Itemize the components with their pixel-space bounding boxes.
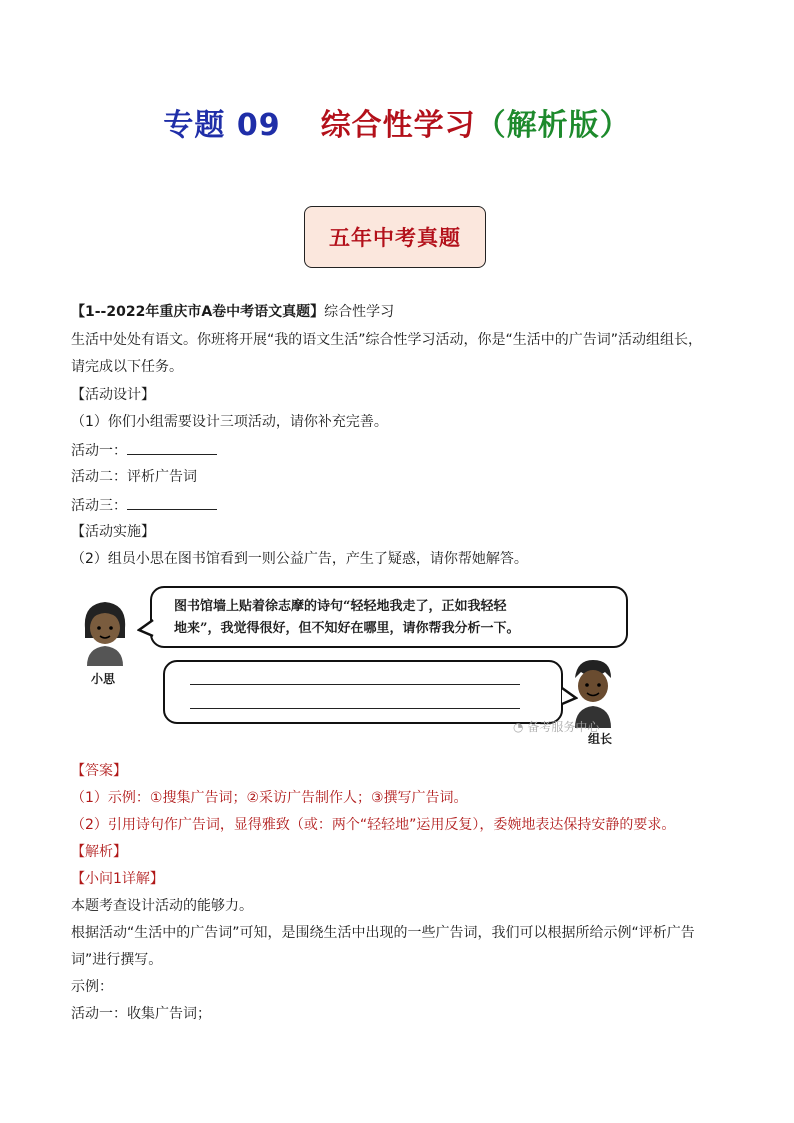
example-label: 示例： — [71, 979, 113, 995]
question-2: （2）组员小思在图书馆看到一则公益广告，产生了疑惑，请你帮她解答。 — [71, 551, 528, 567]
bubble-tail-left-icon — [137, 618, 155, 640]
answer-2: （2）引用诗句作广告词，显得雅致（或：两个“轻轻地”运用反复），委婉地表达保持安静的要求。 — [71, 817, 676, 833]
activity-1-blank — [127, 440, 217, 455]
topic-number: 专题 09 — [163, 108, 281, 143]
implement-heading: 【活动实施】 — [71, 524, 155, 540]
girl-label: 小思 — [91, 672, 116, 686]
intro-line-1: 生活中处处有语文。你班将开展“我的语文生活”综合性学习活动，你是“生活中的广告词”活动组组长， — [71, 332, 703, 348]
activity-3-blank — [127, 495, 217, 510]
answer-line-1 — [190, 684, 520, 685]
activity-2: 活动二：评析广告词 — [71, 469, 197, 485]
comic-illustration — [75, 578, 635, 748]
example-activity-1: 活动一：收集广告词； — [71, 1006, 211, 1022]
watermark-text: 备考服务中心 — [527, 720, 600, 734]
design-heading: 【活动设计】 — [71, 387, 155, 403]
leader-label: 组长 — [588, 732, 613, 746]
answer-heading: 【答案】 — [71, 763, 127, 779]
topic-title: 综合性学习 — [320, 108, 476, 143]
analysis-subheading: 【小问1详解】 — [71, 871, 164, 887]
question-source: 【1--2022年重庆市A卷中考语文真题】 — [71, 304, 325, 320]
answer-1: （1）示例：①搜集广告词；②采访广告制作人；③撰写广告词。 — [71, 790, 468, 806]
analysis-paragraph-2-line-2: 词”进行撰写。 — [71, 952, 163, 968]
wechat-icon: ◔ — [513, 720, 524, 734]
activity-3-label: 活动三： — [71, 498, 127, 514]
question-header — [71, 302, 394, 322]
analysis-paragraph-1: 本题考查设计活动的能够力。 — [71, 898, 253, 914]
activity-3 — [71, 495, 217, 516]
bubble-line-2: 地来”，我觉得很好，但不知好在哪里，请你帮我分析一下。 — [174, 621, 520, 636]
section-heading-box: 五年中考真题 — [304, 206, 486, 268]
activity-1 — [71, 440, 217, 461]
analysis-heading: 【解析】 — [71, 844, 127, 860]
activity-1-label: 活动一： — [71, 443, 127, 459]
question-speech-bubble — [150, 586, 628, 648]
answer-line-2 — [190, 708, 520, 709]
intro-line-2: 请完成以下任务。 — [71, 359, 183, 375]
answer-speech-bubble — [163, 660, 563, 724]
bubble-line-1: 图书馆墙上贴着徐志摩的诗句“轻轻地我走了，正如我轻轻 — [174, 599, 507, 614]
page-title — [0, 100, 794, 144]
analysis-paragraph-2-line-1: 根据活动“生活中的广告词”可知，是围绕生活中出现的一些广告词，我们可以根据所给示例“评析广告 — [71, 925, 695, 941]
topic-subtitle: （解析版） — [475, 108, 631, 143]
question-1: （1）你们小组需要设计三项活动，请你补充完善。 — [71, 414, 388, 430]
question-type: 综合性学习 — [324, 304, 395, 320]
girl-figure-icon — [79, 598, 131, 668]
watermark — [513, 718, 599, 735]
